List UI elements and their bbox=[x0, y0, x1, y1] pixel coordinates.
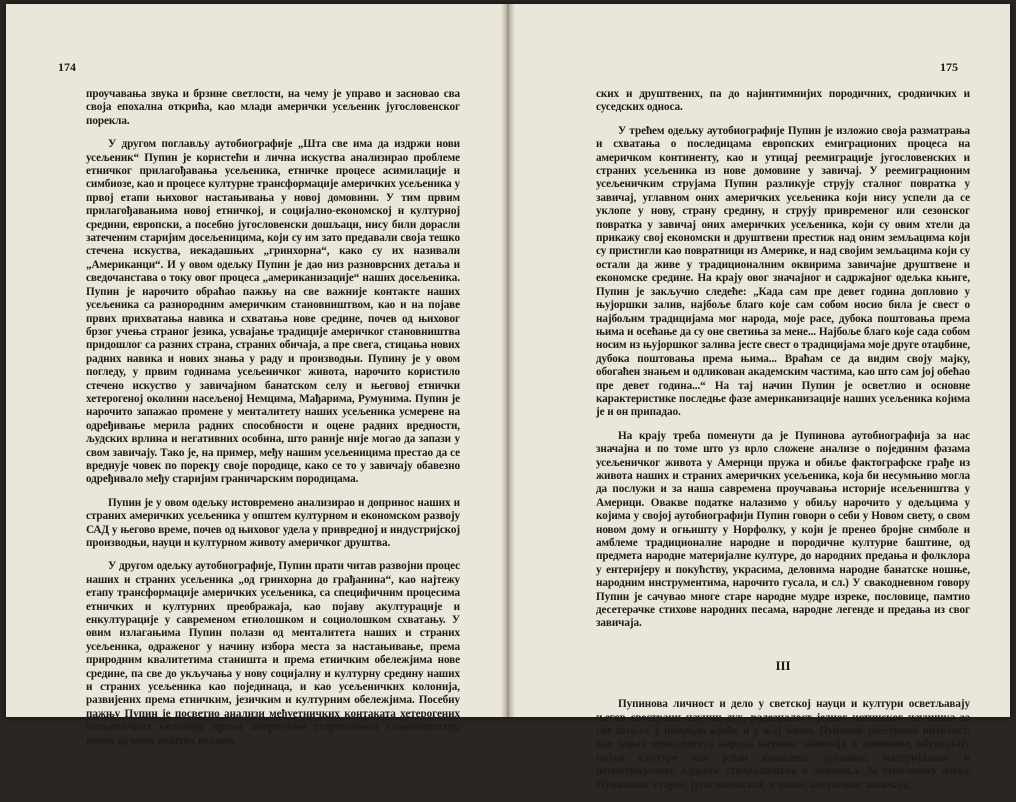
book-gutter bbox=[501, 4, 515, 717]
left-page-body bbox=[86, 88, 460, 758]
paragraph: У трећем одељку аутобиографије Пупин је изложио своја разматрања и схватања о последицама европских емиграционих процеса на америчком континенту, као и утицај реемиграције југословенских и страних усељеника из нове домовине у завичај. У реемиграционим усељеничким струјама Пупин разликује струју сталног повратка у завичај, углавном оних америчких усељеника који нису успели да се уклопе у нову, страну средину, и струју привременог или сезонског повратка у завичај оних америчких усељеника, који су овим хтели да прикажу свој економски и друштвени престиж над оним земљацима који су пристигли као повратници из Америке, и над својим земљацима који су остали да живе у традиционалним оквирима завичајне друштвене и економске средине. На крају овог значајног и садржајног одељка књиге, Пупин је закључио следеће: „Када сам пре девет година допловио у њујоршки залив, најбоље благо које сам собом носио била је свест о најбољим традицијама мог народа, моје расе, дубока поштовања према њима и осећање да су оне светиња за мене... Најбоље благо које сада собом носим из њујоршког залива јесте свест о традицијама моје друге отаџбине, дубока поштовања према њима... Враћам се да видим свoју мајку, обогаћен знањем и одликован академским частима, као што сам јој обећао пре девет година...“ На тај начин Пупин је осветлио и основне карактеристике последње фазе американизације наших усељеника којима је и он припадао. bbox=[596, 124, 970, 419]
paragraph: ских и друштвених, па до најинтимнијих породичних, сродничких и суседских односа. bbox=[596, 88, 970, 114]
paragraph: У другом одељку аутобиографије, Пупин прати читав развојни процес наших и страних усељеника „од гринхорна до грађанина“, као најтежу етапу трансформације америчких усељеника, са специфичним процесима етничких и културних преображаја, као појаву акултурације и енкултурације у савременом етнолошком и социолошком схватању. У овим излагањима Пупин полази од менталитета наших и страних усељеника, одраженог у начину избора места за настањивање, према природним квалитетима станишта и према етничким обележјима нове средине, па све до укључања у нову социјалну и културну средину наших и страних усељеника као појединаца, и као усељеничких колонија, развијених према етничким, језичким и културним обележјима. Посебну пажњу Пупин је посветио анализи међуетничких контаката хетерогених усељеничких колонија према америчком стариначком становништву, почев од оних општих економ- bbox=[86, 560, 460, 747]
page-number: 174 bbox=[58, 60, 76, 74]
paragraph: У другом поглављу аутобиографије „Шта све има да издржи нови усељеник“ Пупин је користећи и лична искуства анализирао проблеме етничког прилагођавања усељеника, етничке процесе асимилације и симбиозе, као и процесе културне трансформације америчких усељеника у првој етапи њиховог настањивања у новој домовини. У тим првим прилагођавањима новој етничкој, и социјално-економској и културној средини, европски, а посебно југословенски дошљаци, нису били дорасли затеченим старијим досељеницима, који су им зато предавали своја тешко стечена искуства, некадашњих „гринхорна“, како су их називали „Американци“. И у овом одељку Пупин је дао низ разноврсних детаља и сведочанстава о току овог процеса „американизације“ наших досељеника. Пупин је нарочито обраћао пажњу на све важније контакте наших усељеника са разнородним америчким становништвом, као и на појаве првих прихватања навика и схватања нове средине, почев од њиховог брзог учења страног језика, усвајање традиције америчког становништва придошлог са разних страна, страних обичаја, а пре свега, стицања нових радних навика и нових знања у раду и производњи. Пупину је у овом погледу, у првим годинама усељеничког живота, нарочито користило стечено искуство у завичајном банатском селу и његовој етнички хетерогеној околини насељеној Немцима, Мађарима, Румунима. Пупин је нарочито запажао промене у менталитету наших усељеника усмерене на одређивање мерила радних способности и оцене радних вредности, људских врлина и негативних особина, што раније није могао да запази у свом завичају. Тако је, на пример, међу нашим усељеницима престао да се вреднује човек по порекլу своје породице, како се то у завичају обавезно одређивало међу старијим граничарским породицама. bbox=[86, 138, 460, 486]
paragraph: Пупинова личност и дело у светској науци и култури осветљавају његов свестрани научни дух, радозналост једног истинског научника за све што се у природи креће и у њој живи. Пупинов свестрани интелект, као одраз менталитета народа његовог завичаја и домовине, обухватају појам културе као један комплекс духовног, материјалног и нематеријалног људског стваралаштва и поимања. За етнолошку науку Пупиновог старог, југословенског, и новог, америчког завичаја, bbox=[596, 698, 970, 791]
paragraph: Пупин је у овом одељку истовремено анализирао и допринос наших и страних америчких усељеника у општем културном и економском развоју САД у његово време, почев од њиховог удела у привредној и индустријској производњи, науци и културном животу америчког друштва. bbox=[86, 496, 460, 549]
page-number: 175 bbox=[940, 60, 958, 74]
paragraph: проучавања звука и брзине светлости, на чему је управо и засновао сва своја епохална открића, као млади амерички усељеник југословенског порекла. bbox=[86, 88, 460, 127]
right-page bbox=[510, 4, 1010, 791]
paragraph: На крају треба поменути да је Пупинова аутобиографија за нас значајна и по томе што уз врло сложене анализе о појединим фазама усељеничког живота у Америци пружа и обиље фактографске грађе из живота наших и страних америчких усељеника, која би несумњиво могла да послужи и за наша савремена проучавања историје исељеништва у Америци. Овакве податке налазимо у обиљу нарочито у одељцима у којима у својој аутобиографији Пупин говори о себи у Новом свету, о свом новом дому и огњишту у Норфолку, у који је пренео бројне симболе и амблеме традиционалне народне и породичне културне баштине, од предмета народне материјалне културе, до народних предања и фолклора у ентеријеру и покућству, украсима, деловима народне банатске ношње, народним инструментима, нарочито гусала, и сл.) У свакодневном говору Пупин је сачувао многе старе народне мудре изреке, пословице, памтио десетерачке стихове народних песама, народне легенде и предања из свог завичаја. bbox=[596, 429, 970, 630]
section-heading: III bbox=[775, 657, 791, 673]
left-page bbox=[6, 4, 506, 747]
book-spread bbox=[6, 4, 1010, 791]
right-page-body bbox=[596, 88, 970, 802]
